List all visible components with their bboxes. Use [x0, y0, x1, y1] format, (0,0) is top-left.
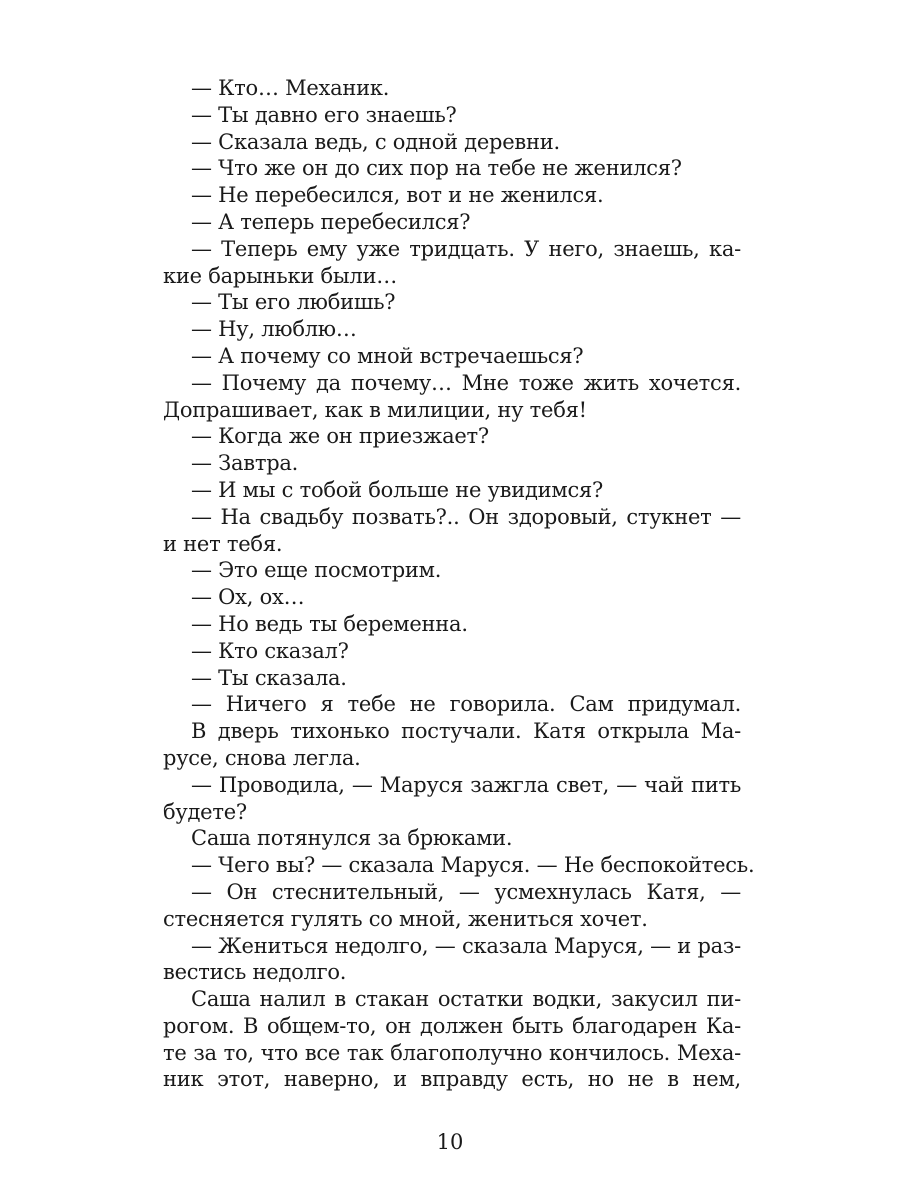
text-line: те за то, что все так благополучно кончилось. Меха-: [163, 1040, 741, 1065]
text-line: — Почему да почему… Мне тоже жить хочется.: [191, 370, 741, 395]
text-line: — Завтра.: [191, 451, 299, 476]
text-line: — Ты давно его знаешь?: [191, 102, 457, 127]
text-line: — Не перебесился, вот и не женился.: [191, 183, 604, 208]
text-line: — Кто… Механик.: [191, 76, 390, 100]
text-line: — Что же он до сих пор на тебе не женился?: [191, 156, 682, 181]
text-line: рогом. В общем-то, он должен быть благодарен Ка-: [163, 1013, 741, 1038]
text-line: — Он стеснительный, — усмехнулась Катя, —: [191, 879, 741, 904]
text-line: — Теперь ему уже тридцать. У него, знаешь, ка-: [191, 236, 741, 261]
text-line: стесняется гулять со мной, жениться хочет.: [163, 906, 648, 931]
text-line: — А почему со мной встречаешься?: [191, 343, 584, 368]
text-line: — Ну, люблю…: [191, 317, 357, 342]
text-line: — Ох, ох…: [191, 585, 305, 610]
text-line: — Ничего я тебе не говорила. Сам придумал.: [191, 692, 741, 717]
text-line: — Сказала ведь, с одной деревни.: [191, 129, 560, 154]
text-line: — Ты сказала.: [191, 665, 347, 690]
text-line: будете?: [163, 799, 247, 824]
page-text: [163, 75, 755, 1093]
text-line: ник этот, наверно, и вправду есть, но не в нем,: [163, 1067, 741, 1092]
text-line: — Кто сказал?: [191, 638, 349, 663]
text-line: и нет тебя.: [163, 531, 283, 556]
text-line: — Но ведь ты беременна.: [191, 611, 468, 636]
text-line: — И мы с тобой больше не увидимся?: [191, 477, 604, 502]
text-line: Допрашивает, как в милиции, ну тебя!: [163, 397, 587, 422]
text-line: русе, снова легла.: [163, 745, 361, 770]
text-line: — А теперь перебесился?: [191, 209, 471, 234]
text-line: — Ты его любишь?: [191, 290, 396, 315]
text-line: — Жениться недолго, — сказала Маруся, — и раз-: [191, 933, 741, 958]
text-line: — На свадьбу позвать?.. Он здоровый, стукнет —: [191, 504, 741, 529]
text-line: вестись недолго.: [163, 960, 347, 985]
text-line: — Проводила, — Маруся зажгла свет, — чай пить: [191, 772, 741, 797]
text-line: — Это еще посмотрим.: [191, 558, 442, 583]
text-line: кие барыньки были…: [163, 263, 397, 288]
text-line: — Когда же он приезжает?: [191, 424, 489, 449]
text-line: — Чего вы? — сказала Маруся. — Не беспокойтесь.: [191, 853, 755, 878]
text-line: Саша потянулся за брюками.: [191, 826, 513, 851]
text-line: Саша налил в стакан остатки водки, закусил пи-: [191, 987, 741, 1012]
text-line: В дверь тихонько постучали. Катя открыла Ма-: [191, 719, 741, 744]
page-number: 10: [436, 1130, 464, 1154]
